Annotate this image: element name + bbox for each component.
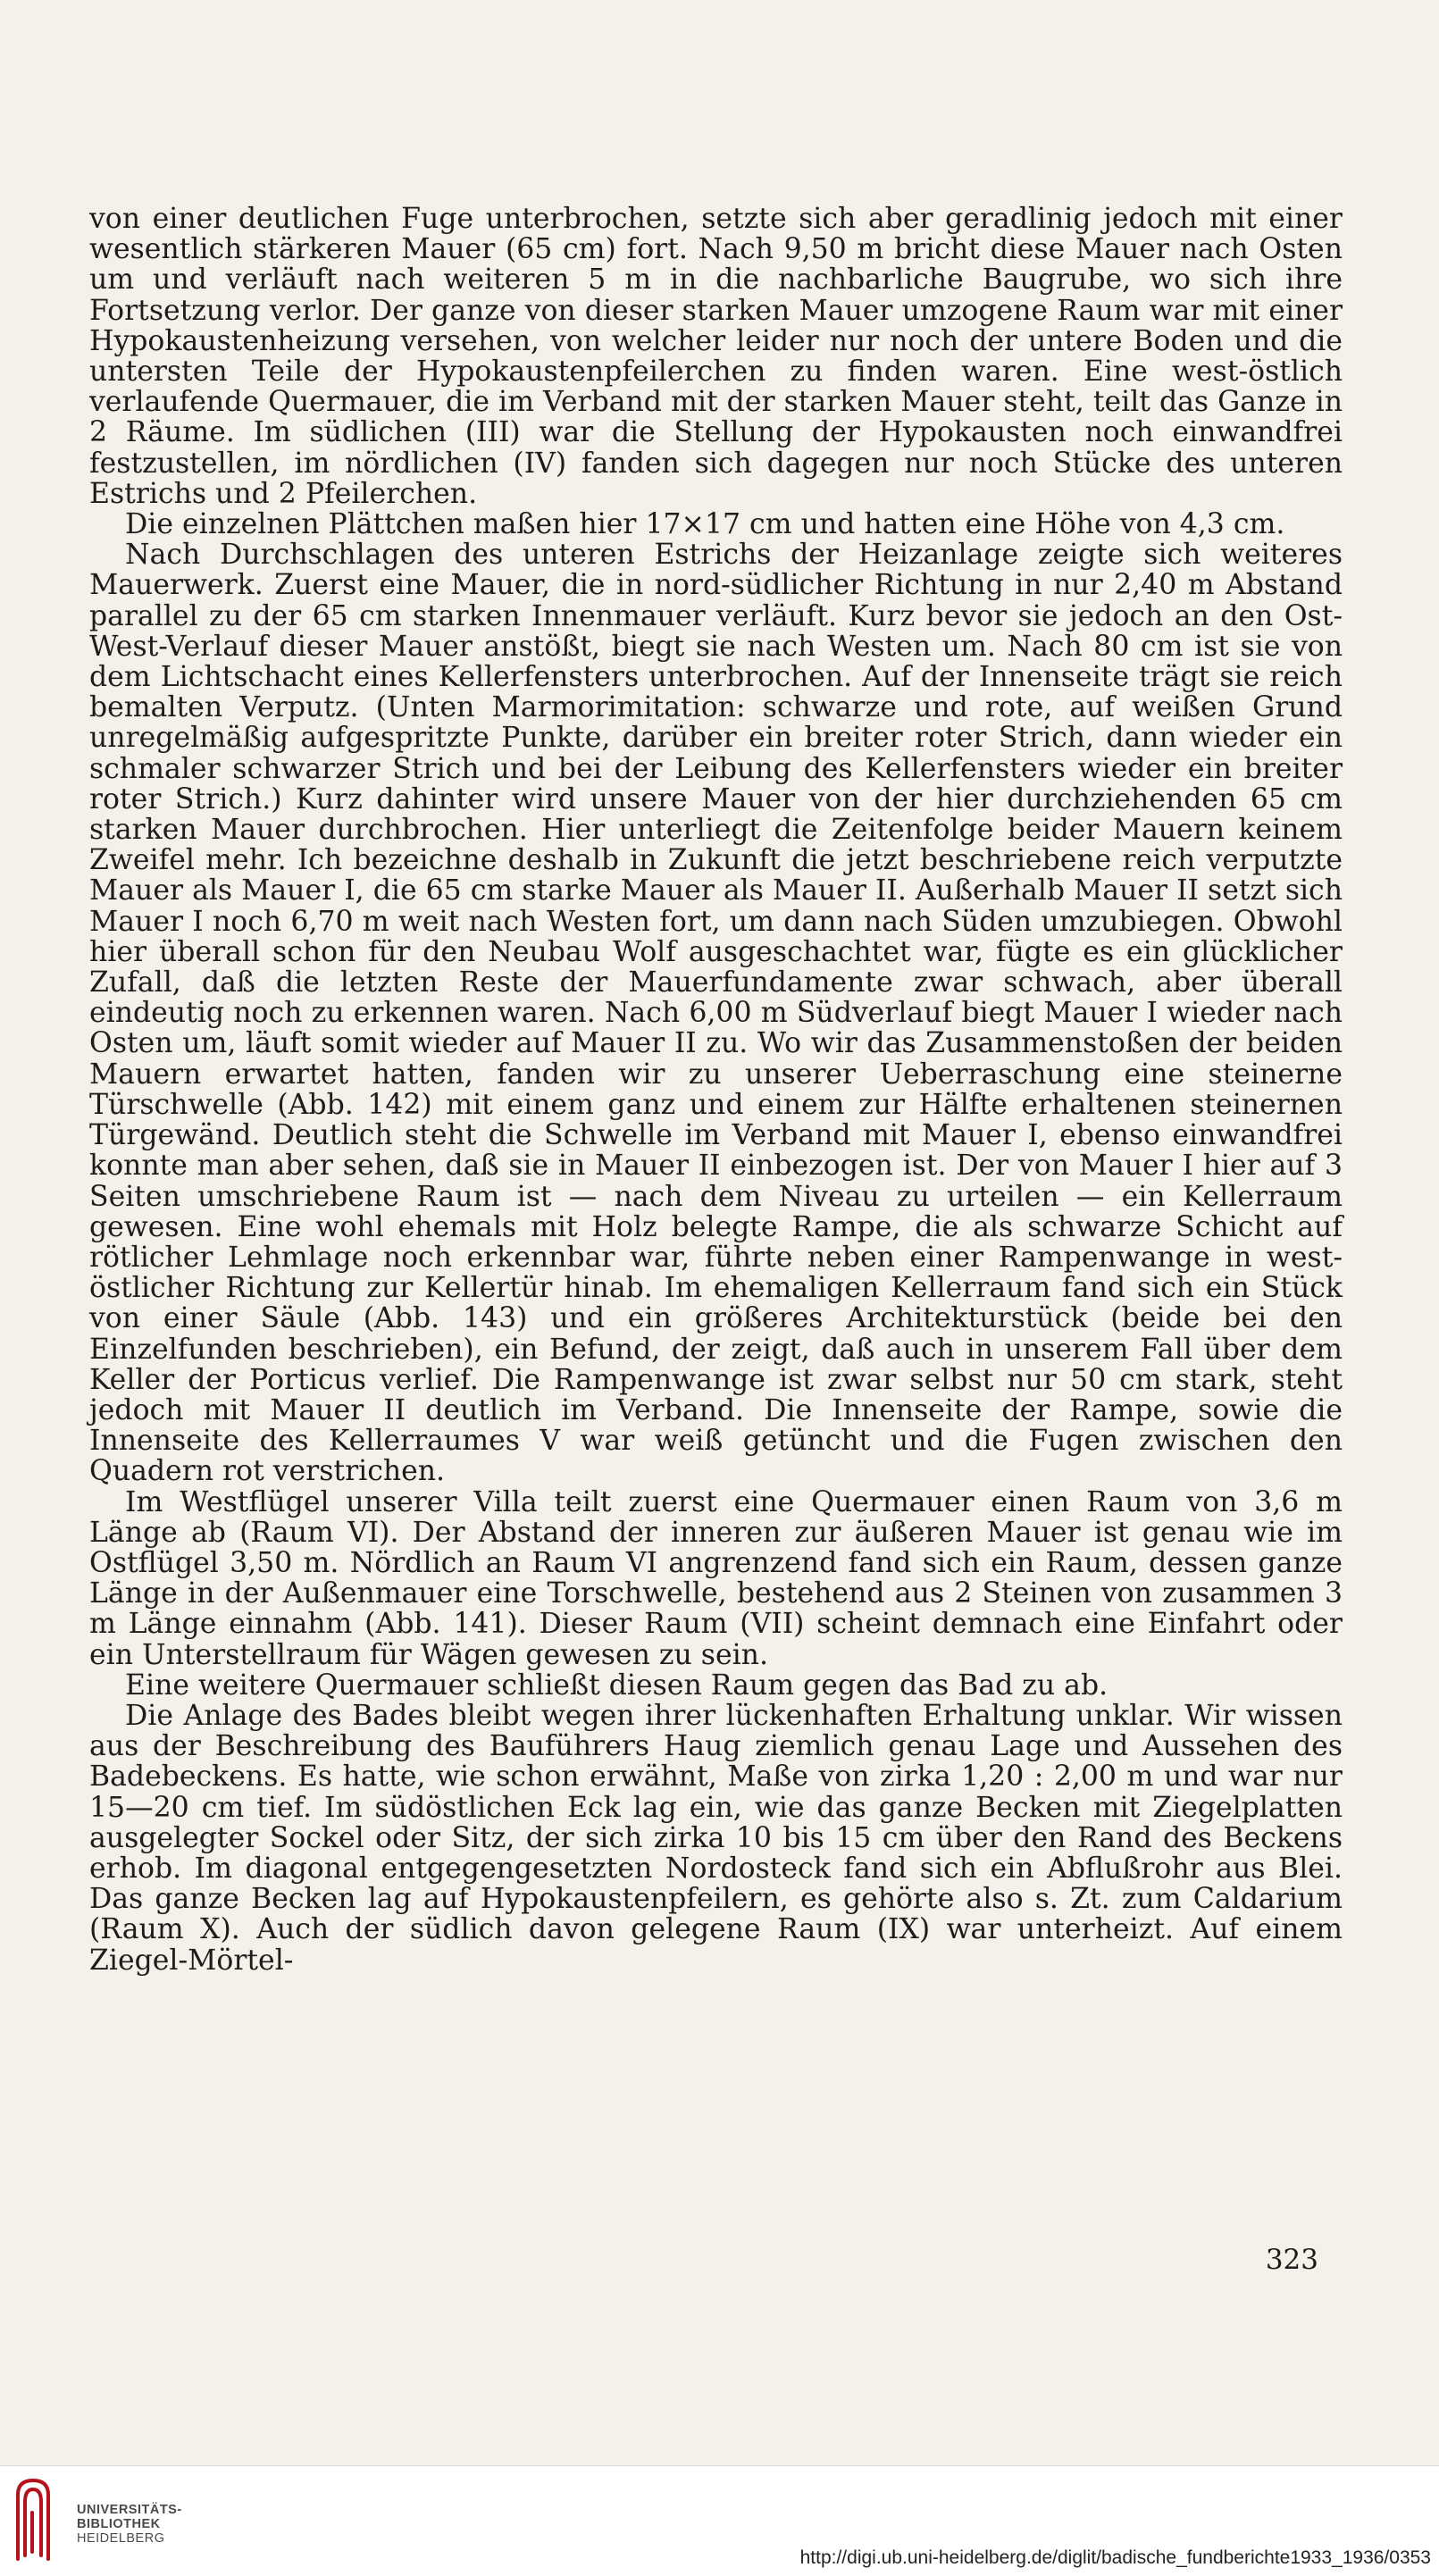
source-url-link[interactable]: http://digi.ub.uni-heidelberg.de/diglit/badische_fundberichte1933_1936/0353 [799,2547,1431,2568]
body-text [89,204,1343,1976]
library-name-line-1: UNIVERSITÄTS- [77,2503,182,2517]
paragraph-5: Eine weitere Quermauer schließt diesen Raum gegen das Bad zu ab. [125,1669,1109,1702]
page-number: 323 [1265,2244,1318,2276]
paragraph-3: Nach Durchschlagen des unteren Estrichs der Heizanlage zeigte sich weiteres Mauerwerk. Zuerst eine Mauer, die in nord-südlicher Richtung in nur 2,40 m Abstand parallel zu der 65 cm starken Innenmauer verläuft. Kurz bevor sie jedoch an den Ost-West-Verlauf dieser Mauer anstößt, biegt sie nach Westen um. Nach 80 cm ist sie von dem Lichtschacht eines Kellerfensters unterbrochen. Auf der Innenseite trägt sie reich bemalten Verputz. (Unten Marmorimitation: schwarze und rote, auf weißen Grund unregelmäßig aufgespritzte Punkte, darüber ein breiter roter Strich, dann wieder ein schmaler schwarzer Strich und bei der Leibung des Kellerfensters wieder ein breiter roter Strich.) Kurz dahinter wird unsere Mauer von der hier durchziehenden 65 cm starken Mauer durchbrochen. Hier unterliegt die Zeitenfolge beider Mauern keinem Zweifel mehr. Ich bezeichne deshalb in Zukunft die jetzt beschriebene reich verputzte Mauer als Mauer I, die 65 cm starke Mauer als Mauer II. Außerhalb Mauer II setzt sich Mauer I noch 6,70 m weit nach Westen fort, um dann nach Süden umzubiegen. Obwohl hier überall schon für den Neubau Wolf ausgeschachtet war, fügte es ein glücklicher Zufall, daß die letzten Reste der Mauerfundamente zwar schwach, aber überall eindeutig noch zu erkennen waren. Nach 6,00 m Südverlauf biegt Mauer I wieder nach Osten um, läuft somit wieder auf Mauer II zu. Wo wir das Zusammenstoßen der beiden Mauern erwartet hatten, fanden wir zu unserer Ueberraschung eine steinerne Türschwelle (Abb. 142) mit einem ganz und einem zur Hälfte erhaltenen steinernen Türgewänd. Deutlich steht die Schwelle im Verband mit Mauer I, ebenso einwandfrei konnte man aber sehen, daß sie in Mauer II einbezogen ist. Der von Mauer I hier auf 3 Seiten umschriebene Raum ist — nach dem Niveau zu urteilen — ein Kellerraum gewesen. Eine wohl ehemals mit Holz belegte Rampe, die als schwarze Schicht auf rötlicher Lehmlage noch erkennbar war, führte neben einer Rampenwange in west-östlicher Richtung zur Kellertür hinab. Im ehemaligen Kellerraum fand sich ein Stück von einer Säule (Abb. 143) und ein größeres Architekturstück (beide bei den Einzelfunden beschrieben), ein Befund, der zeigt, daß auch in unserem Fall über dem Keller der Porticus verlief. Die Rampenwange ist zwar selbst nur 50 cm stark, steht jedoch mit Mauer II deutlich im Verband. Die Innenseite der Rampe, sowie die Innenseite des Kellerraumes V war weiß getüncht und die Fugen zwischen den Quadern rot verstrichen. [89,539,1343,1488]
paragraph-1: von einer deutlichen Fuge unterbrochen, setzte sich aber geradlinig jedoch mit einer wesentlich stärkeren Mauer (65 cm) fort. Nach 9,50 m bricht diese Mauer nach Osten um und verläuft nach weiteren 5 m in die nachbarliche Baugrube, wo sich ihre Fortsetzung verlor. Der ganze von dieser starken Mauer umzogene Raum war mit einer Hypokaustenheizung versehen, von welcher leider nur noch der untere Boden und die untersten Teile der Hypokaustenpfeilerchen zu finden waren. Eine west-östlich verlaufende Quermauer, die im Verband mit der starken Mauer steht, teilt das Ganze in 2 Räume. Im südlichen (III) war die Stellung der Hypokausten noch einwandfrei festzustellen, im nördlichen (IV) fanden sich dagegen nur noch Stücke des unteren Estrichs und 2 Pfeilerchen. [89,203,1343,510]
library-name-line-3: HEIDELBERG [77,2531,165,2546]
library-name-line-2: BIBLIOTHEK [77,2517,161,2531]
heidelberg-university-seal-icon [14,2477,52,2563]
library-logo-text [77,2503,182,2546]
paragraph-2: Die einzelnen Plättchen maßen hier 17×17 cm und hatten eine Höhe von 4,3 cm. [125,508,1285,541]
paragraph-6: Die Anlage des Bades bleibt wegen ihrer lückenhaften Erhaltung unklar. Wir wissen aus der Beschreibung des Bauführers Haug ziemlich genau Lage und Aussehen des Badebeckens. Es hatte, wie schon erwähnt, Maße von zirka 1,20 : 2,00 m und war nur 15—20 cm tief. Im südöstlichen Eck lag ein, wie das ganze Becken mit Ziegelplatten ausgelegter Sockel oder Sitz, der sich zirka 10 bis 15 cm über den Rand des Beckens erhob. Im diagonal entgegengesetzten Nordosteck fand sich ein Abflußrohr aus Blei. Das ganze Becken lag auf Hypokaustenpfeilern, es gehörte also s. Zt. zum Caldarium (Raum X). Auch der südlich davon gelegene Raum (IX) war unterheizt. Auf einem Ziegel-Mörtel- [89,1699,1343,1977]
paragraph-4: Im Westflügel unserer Villa teilt zuerst eine Quermauer einen Raum von 3,6 m Länge ab (Raum VI). Der Abstand der inneren zur äußeren Mauer ist genau wie im Ostflügel 3,50 m. Nördlich an Raum VI angrenzend fand sich ein Raum, dessen ganze Länge in der Außenmauer eine Torschwelle, bestehend aus 2 Steinen von zusammen 3 m Länge einnahm (Abb. 141). Dieser Raum (VII) scheint demnach eine Einfahrt oder ein Unterstellraum für Wägen gewesen zu sein. [89,1485,1343,1671]
